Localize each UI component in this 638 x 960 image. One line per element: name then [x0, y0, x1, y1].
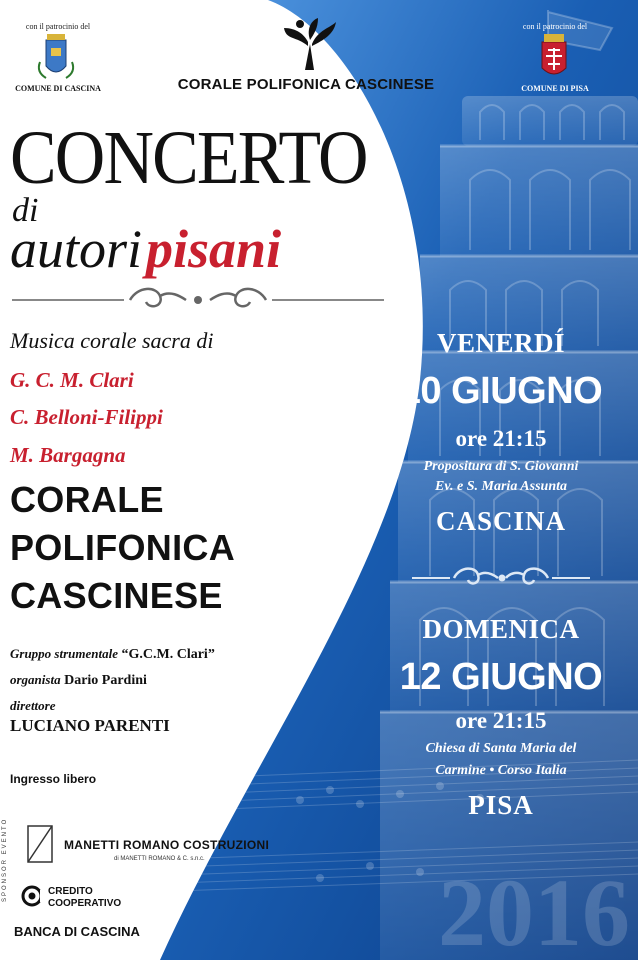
choir-line-2: POLIFONICA — [10, 527, 235, 568]
event-1-place-line-1: Propositura di S. Giovanni — [423, 459, 579, 474]
sponsor-vertical-label: SPONSOR EVENTO — [2, 817, 8, 902]
organist-name: Dario Pardini — [64, 673, 147, 688]
title-autori-pisani — [10, 219, 282, 279]
manetti-subtitle: di MANETTI ROMANO & C. s.n.c. — [114, 856, 205, 862]
manetti-logo-icon — [28, 826, 52, 862]
instrumental-group-name: “G.C.M. Clari” — [121, 647, 215, 662]
credito-cooperativo-logo-icon — [23, 887, 46, 905]
composer-3: M. Bargagna — [10, 443, 126, 467]
event-2-city: PISA — [468, 790, 534, 820]
director-role-line — [10, 698, 56, 715]
event-1-place-line-2: Ev. e S. Maria Assunta — [435, 479, 567, 494]
patronage-left-label: con il patrocinio del — [25, 22, 91, 31]
title-autori: autori — [10, 219, 143, 279]
pisa-crest-icon — [542, 34, 566, 74]
event-1-city: CASCINA — [435, 506, 567, 536]
choir-line-1: CORALE — [10, 479, 164, 520]
credito-line-2: COOPERATIVO — [48, 898, 122, 909]
director-role: direttore — [10, 698, 56, 713]
instrumental-group-role: Gruppo strumentale — [10, 646, 118, 661]
event-1-time: ore 21:15 — [455, 426, 547, 451]
watermark-year: 2016 — [438, 859, 630, 960]
instrumental-group-line — [10, 646, 215, 663]
comune-cascina-label: COMUNE DI CASCINA — [15, 84, 101, 93]
cascina-crest-icon — [39, 34, 73, 78]
composer-2: C. Belloni-Filippi — [10, 405, 163, 429]
banca-cascina-label: BANCA DI CASCINA — [14, 924, 140, 939]
director-name: LUCIANO PARENTI — [10, 716, 170, 735]
organist-line — [10, 672, 147, 689]
event-2-time: ore 21:15 — [455, 708, 547, 733]
manetti-name: MANETTI ROMANO COSTRUZIONI — [64, 838, 270, 852]
event-2-day: DOMENICA — [422, 614, 580, 644]
event-2-place-line-1: Chiesa di Santa Maria del — [425, 741, 577, 756]
organist-role: organista — [10, 672, 61, 687]
choir-line-3: CASCINESE — [10, 575, 223, 616]
event-2-place-line-2: Carmine • Corso Italia — [435, 763, 567, 778]
entry-free-label: Ingresso libero — [10, 772, 97, 786]
title-concerto: CONCERTO — [10, 116, 367, 200]
title-ornament — [12, 289, 384, 306]
composer-1: G. C. M. Clari — [10, 368, 134, 392]
patronage-right-label: con il patrocinio del — [522, 22, 588, 31]
event-1-day: VENERDÍ — [436, 328, 566, 358]
title-pisani: pisani — [146, 219, 282, 279]
org-title: CORALE POLIFONICA CASCINESE — [177, 76, 435, 93]
music-intro: Musica corale sacra di — [10, 328, 214, 353]
title-di: di — [12, 192, 39, 229]
comune-pisa-label: COMUNE DI PISA — [521, 84, 589, 93]
event-1-date: 10 GIUGNO — [399, 370, 603, 412]
credito-line-1: CREDITO — [48, 886, 93, 897]
event-2-date: 12 GIUGNO — [399, 656, 603, 698]
